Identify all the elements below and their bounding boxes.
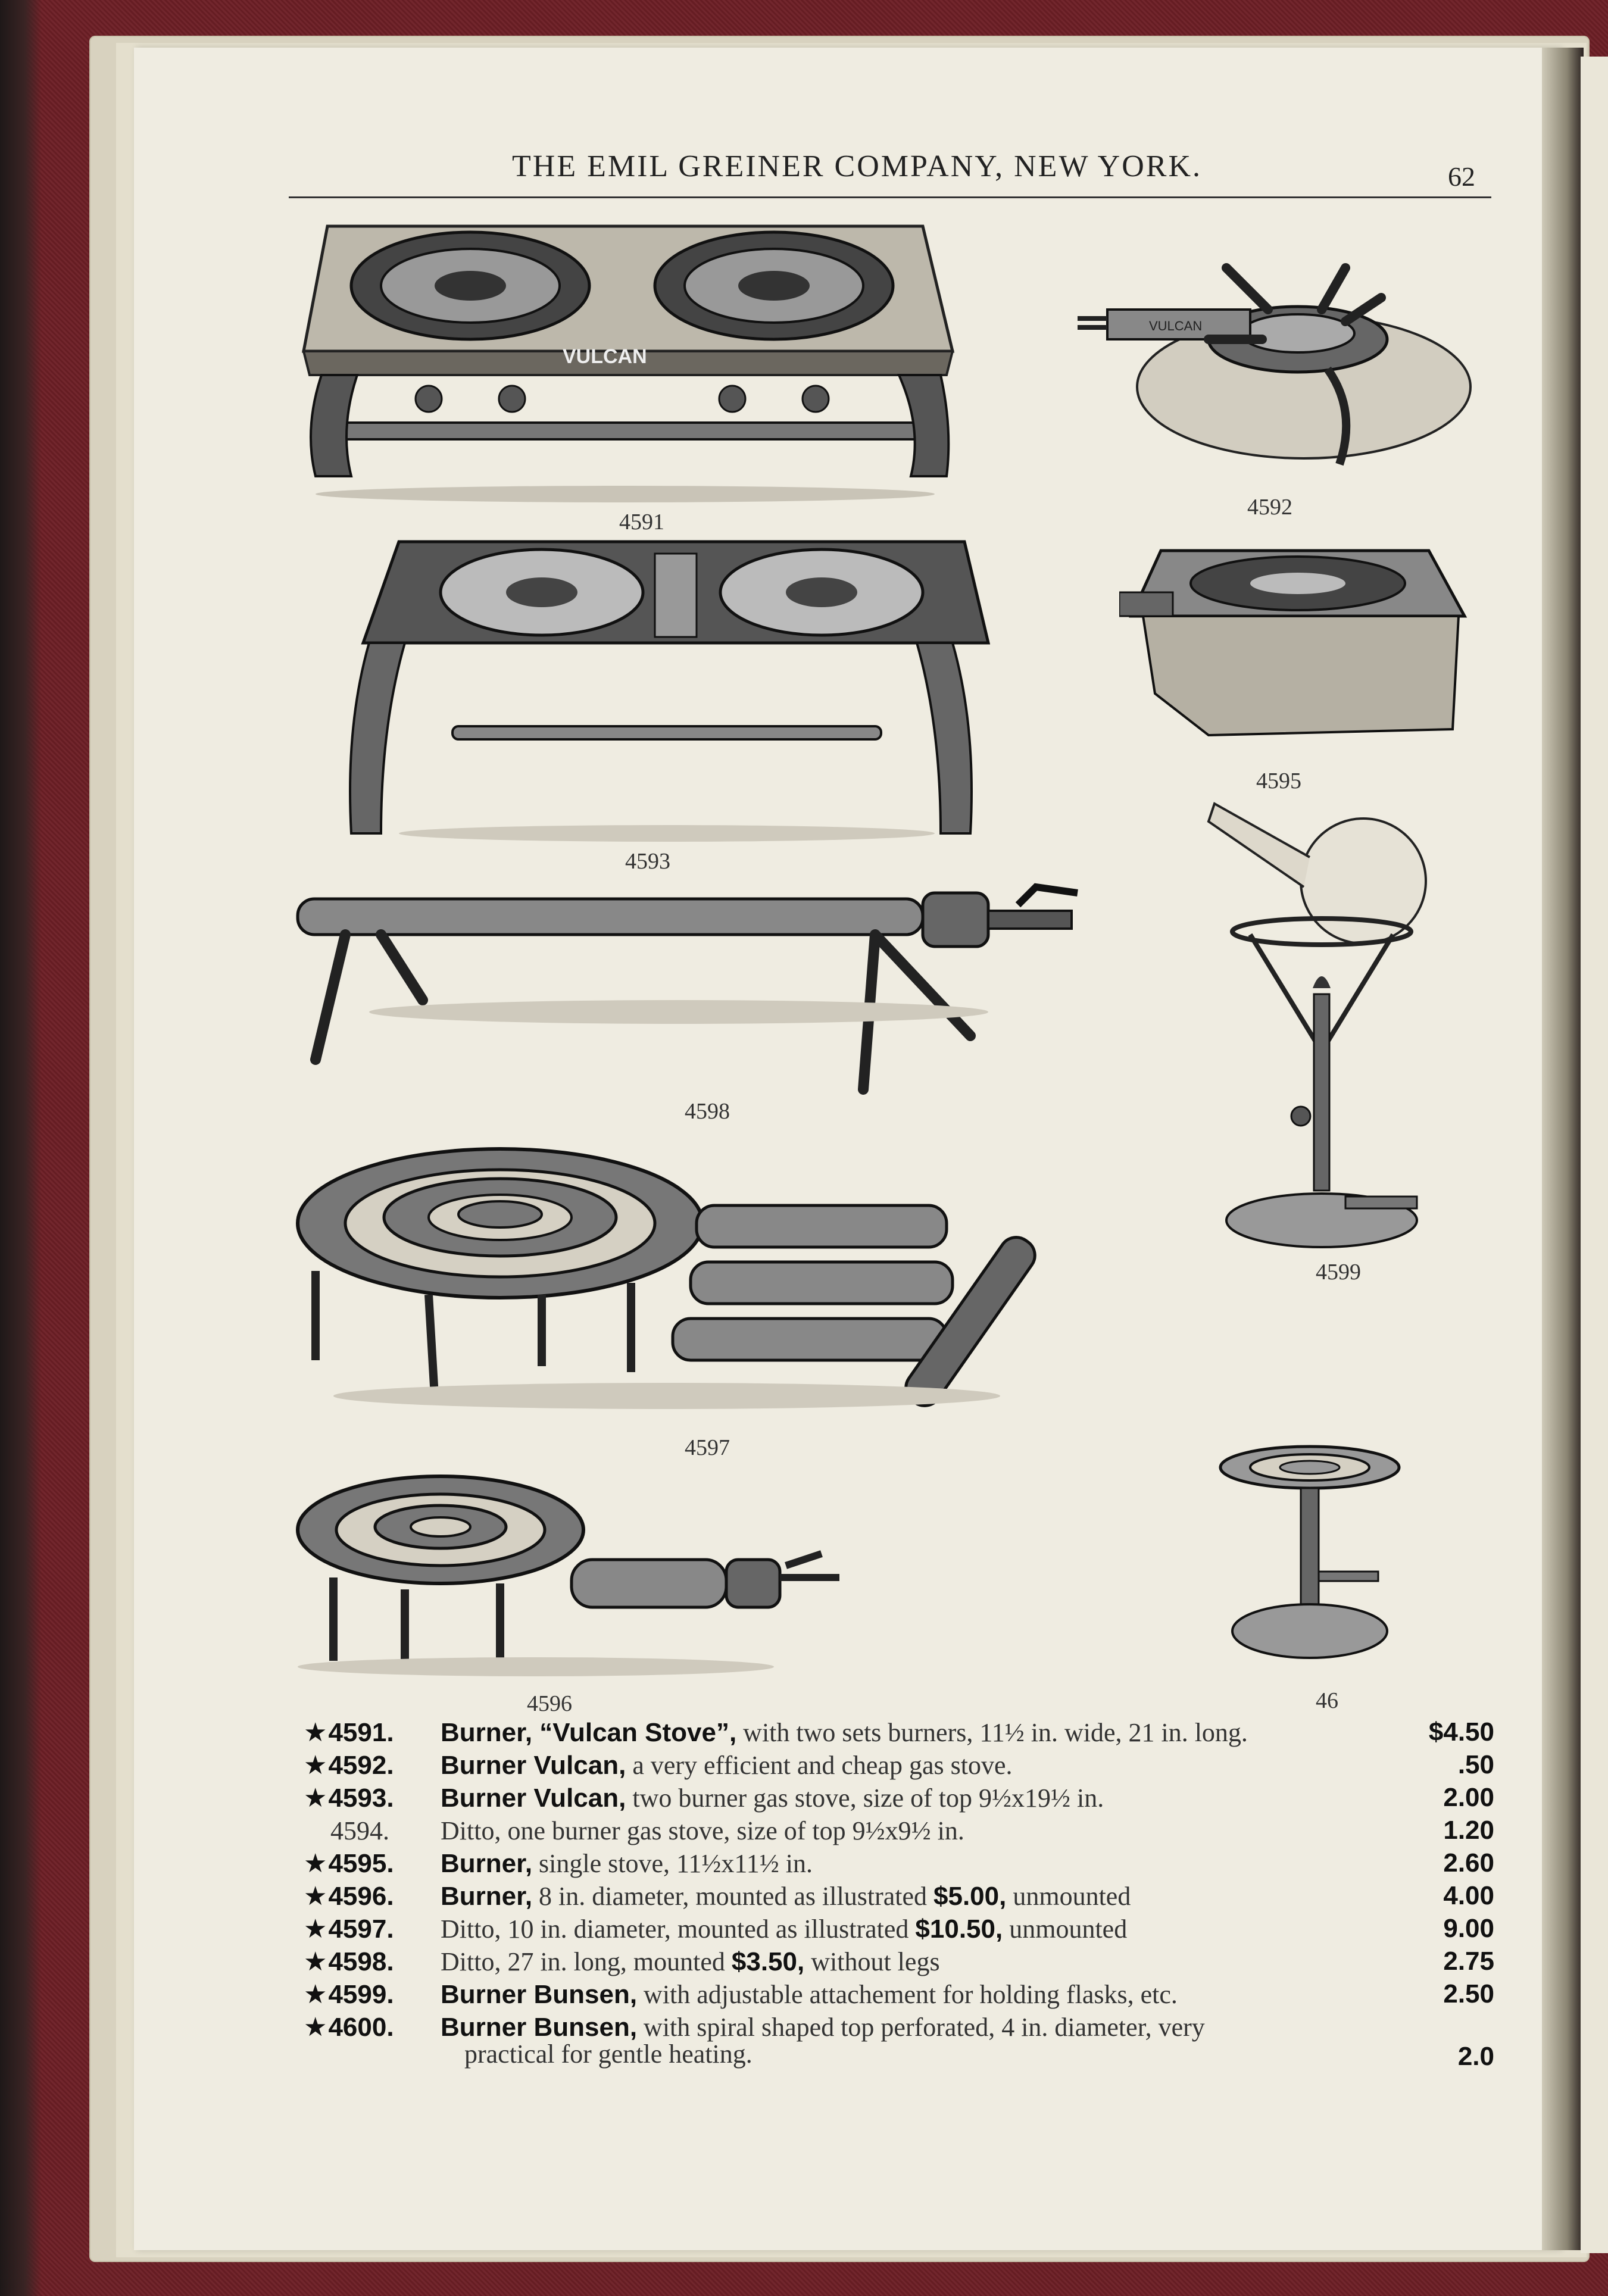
figure-4597-large-ring-burner: [286, 1134, 1119, 1438]
two-burner-stove-drawing: [333, 536, 994, 845]
star-icon: ★: [304, 1783, 327, 1813]
item-description: Burner, single stove, 11½x11½ in.: [441, 1849, 813, 1878]
item-description: Burner Vulcan, two burner gas stove, size of top 9½x19½ in.: [441, 1783, 1104, 1813]
list-item: [304, 1717, 1494, 1753]
item-description: Burner, “Vulcan Stove”, with two sets burners, 11½ in. wide, 21 in. long.: [441, 1718, 1248, 1747]
list-item: [304, 1881, 1494, 1917]
item-number: ★4598.: [304, 1947, 394, 1976]
item-number: ★4595.: [304, 1849, 394, 1878]
list-item: [304, 2012, 1494, 2078]
item-price: 1.20: [1443, 1816, 1494, 1845]
item-price: 2.60: [1443, 1848, 1494, 1878]
item-number: ★4596.: [304, 1882, 394, 1911]
item-price: 9.00: [1443, 1914, 1494, 1943]
list-item: [304, 1750, 1494, 1786]
item-price: 2.00: [1443, 1783, 1494, 1812]
long-burner-drawing: [292, 881, 1143, 1101]
star-icon: ★: [304, 1980, 327, 2009]
item-description-continued: practical for gentle heating.: [464, 2039, 753, 2069]
item-description: Ditto, one burner gas stove, size of top 9½x9½ in.: [441, 1816, 964, 1845]
item-price: $4.50: [1428, 1717, 1494, 1747]
figure-number-4592: 4592: [1247, 495, 1292, 520]
vulcan-burner-drawing: [1072, 220, 1476, 488]
item-number: ★4592.: [304, 1751, 394, 1780]
bunsen-spiral-drawing: [1209, 1441, 1411, 1667]
item-description: Ditto, 10 in. diameter, mounted as illustrated $10.50, unmounted: [441, 1914, 1128, 1944]
figure-4592-vulcan-burner: [1072, 220, 1476, 488]
page-header-title: THE EMIL GREINER COMPANY, NEW YORK.: [512, 149, 1202, 183]
figure-4591-vulcan-stove: [292, 214, 964, 506]
list-item: [304, 1783, 1494, 1819]
item-description: Burner, 8 in. diameter, mounted as illustrated $5.00, unmounted: [441, 1882, 1131, 1911]
star-icon: ★: [304, 2013, 327, 2042]
small-ring-burner-drawing: [286, 1470, 857, 1691]
figure-number-4591: 4591: [619, 510, 664, 535]
figure-number-4599: 4599: [1316, 1260, 1361, 1285]
spine-shadow: [0, 0, 42, 2296]
single-stove-drawing: [1119, 545, 1470, 741]
item-description: Burner Bunsen, with spiral shaped top perforated, 4 in. diameter, very: [441, 2013, 1205, 2042]
item-price: 2.50: [1443, 1979, 1494, 2008]
list-item: [304, 1914, 1494, 1950]
vulcan-stove-drawing: [292, 214, 964, 506]
star-icon: ★: [304, 1947, 327, 1976]
figure-number-4593: 4593: [625, 849, 670, 874]
item-number: ★4600.: [304, 2013, 394, 2042]
page-number: 62: [1448, 161, 1475, 192]
item-price: 4.00: [1443, 1881, 1494, 1910]
item-description: Burner Vulcan, a very efficient and cheap gas stove.: [441, 1751, 1013, 1780]
figure-4595-single-stove: [1119, 545, 1470, 741]
figure-number-4600: 46: [1316, 1688, 1338, 1713]
header-rule: [289, 196, 1491, 198]
list-item: [304, 1947, 1494, 1982]
item-number: ★4599.: [304, 1980, 394, 2009]
item-description: Burner Bunsen, with adjustable attachement for holding flasks, etc.: [441, 1980, 1178, 2009]
list-item: [304, 1816, 1494, 1851]
vulcan-brand-label: VULCAN: [563, 345, 647, 368]
figure-number-4596: 4596: [527, 1691, 572, 1716]
next-page-edge: [1581, 57, 1608, 2253]
list-item: [304, 1979, 1494, 2015]
large-ring-burner-drawing: [286, 1134, 1119, 1438]
star-icon: ★: [304, 1718, 327, 1747]
star-icon: ★: [304, 1914, 327, 1944]
item-number: 4594.: [330, 1816, 389, 1845]
vulcan-burner-label: VULCAN: [1149, 318, 1203, 333]
star-icon: ★: [304, 1882, 327, 1911]
figure-4600-bunsen-spiral: [1209, 1441, 1411, 1667]
item-number: ★4593.: [304, 1783, 394, 1813]
figure-number-4598: 4598: [685, 1099, 730, 1124]
figure-4599-bunsen-flask-stand: [1203, 792, 1441, 1256]
star-icon: ★: [304, 1751, 327, 1780]
page-gutter: [1542, 48, 1584, 2250]
figure-number-4597: 4597: [685, 1435, 730, 1460]
star-icon: ★: [304, 1849, 327, 1878]
figure-number-4595: 4595: [1256, 769, 1301, 794]
bunsen-flask-drawing: [1203, 792, 1441, 1256]
item-price: 2.0: [1457, 2042, 1494, 2071]
item-number: ★4591.: [304, 1718, 394, 1747]
item-price: .50: [1457, 1750, 1494, 1779]
item-description: Ditto, 27 in. long, mounted $3.50, without legs: [441, 1947, 940, 1976]
figure-4598-long-burner: [292, 881, 1143, 1101]
item-price: 2.75: [1443, 1947, 1494, 1976]
item-number: ★4597.: [304, 1914, 394, 1944]
figure-4593-two-burner-stove: [333, 536, 994, 845]
figure-4596-small-ring-burner: [286, 1470, 857, 1691]
list-item: [304, 1848, 1494, 1884]
